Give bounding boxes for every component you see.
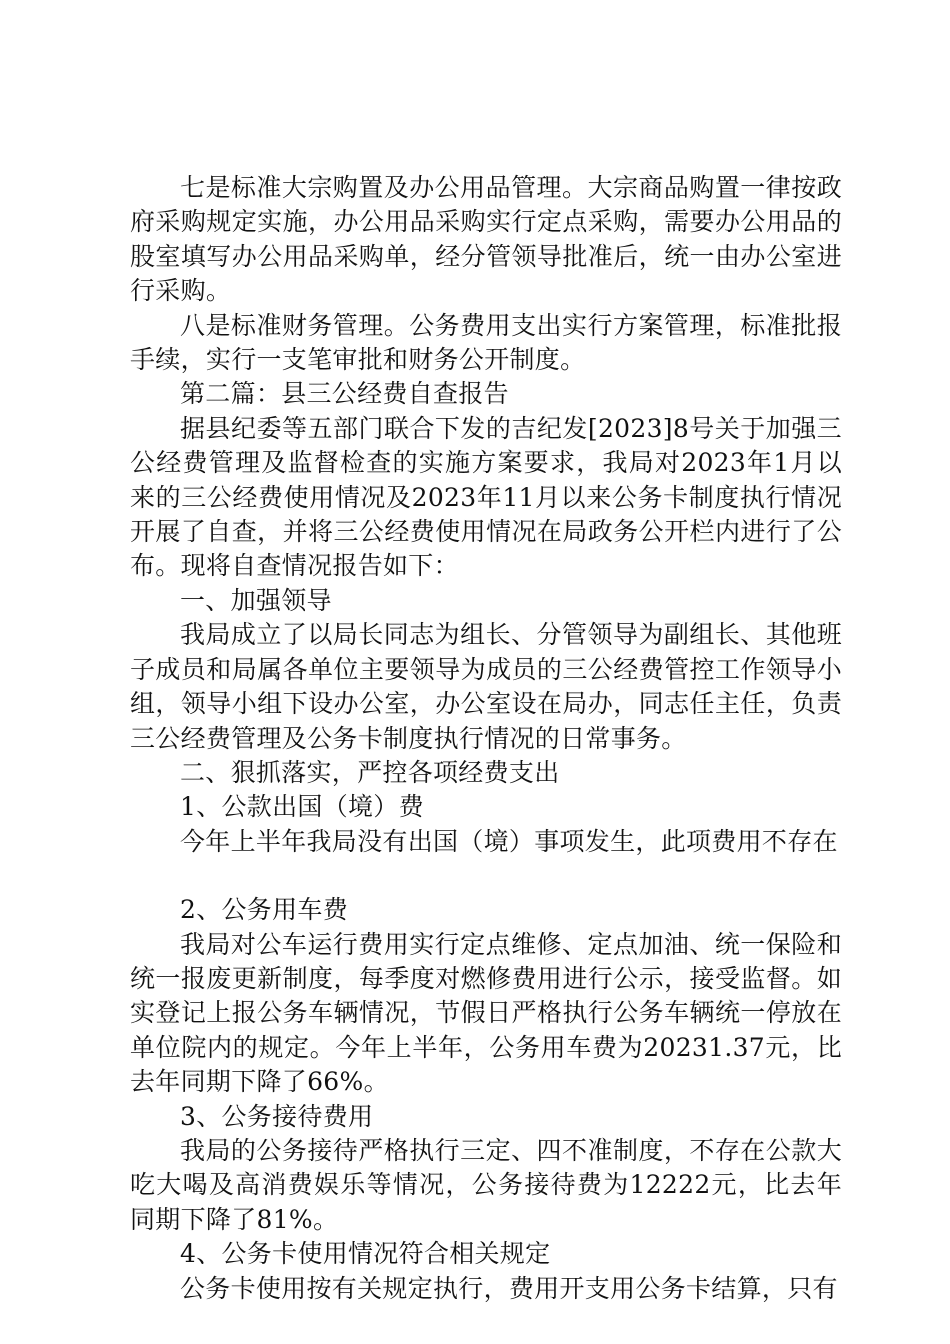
heading-reception-cost: 3、公务接待费用 [180, 1101, 374, 1131]
paragraph-finance: 八是标准财务管理。公务费用支出实行方案管理，标准批报手续，实行一支笔审批和财务公开制度。 [130, 310, 842, 375]
paragraph-procurement: 七是标准大宗购置及办公用品管理。大宗商品购置一律按政府采购规定实施，办公用品采购实行定点采购，需要办公用品的股室填写办公用品采购单，经分管领导批准后，统一由办公室进行采购。 [130, 173, 842, 306]
heading-official-card: 4、公务卡使用情况符合相关规定 [180, 1239, 551, 1269]
paragraph-vehicle-cost: 我局对公车运行费用实行定点维修、定点加油、统一保险和统一报废更新制度，每季度对燃修费用进行公示，接受监督。如实登记上报公务车辆情况，节假日严格执行公务车辆统一停放在单位院内的规定。今年上半年，公务用车费为20231.37元，比去年同期下降了66%。 [130, 929, 842, 1097]
paragraph-intro: 据县纪委等五部门联合下发的吉纪发[2023]8号关于加强三公经费管理及监督检查的实施方案要求，我局对2023年1月以来的三公经费使用情况及2023年11月以来公务卡制度执行情况开展了自查，并将三公经费使用情况在局政务公开栏内进行了公布。现将自查情况报告如下： [130, 413, 842, 581]
heading-implementation: 二、狠抓落实，严控各项经费支出 [180, 757, 560, 787]
paragraph-official-card: 公务卡使用按有关规定执行，费用开支用公务卡结算，只有 [180, 1273, 838, 1303]
paragraph-reception-cost: 我局的公务接待严格执行三定、四不准制度，不存在公款大吃大喝及高消费娱乐等情况，公务接待费为12222元，比去年同期下降了81%。 [130, 1135, 842, 1234]
paragraph-overseas-travel: 今年上半年我局没有出国（境）事项发生，此项费用不存在 [180, 826, 838, 856]
page-break-gap [130, 859, 842, 893]
heading-vehicle-cost: 2、公务用车费 [180, 895, 349, 925]
paragraph-leadership: 我局成立了以局长同志为组长、分管领导为副组长、其他班子成员和局属各单位主要领导为成员的三公经费管控工作领导小组，领导小组下设办公室，办公室设在局办，同志任主任，负责三公经费管理及公务卡制度执行情况的日常事务。 [130, 620, 842, 753]
heading-leadership: 一、加强领导 [180, 585, 332, 615]
document-body [130, 171, 842, 1306]
heading-overseas-travel: 1、公款出国（境）费 [180, 792, 424, 822]
section-title: 第二篇：县三公经费自查报告 [180, 379, 509, 409]
